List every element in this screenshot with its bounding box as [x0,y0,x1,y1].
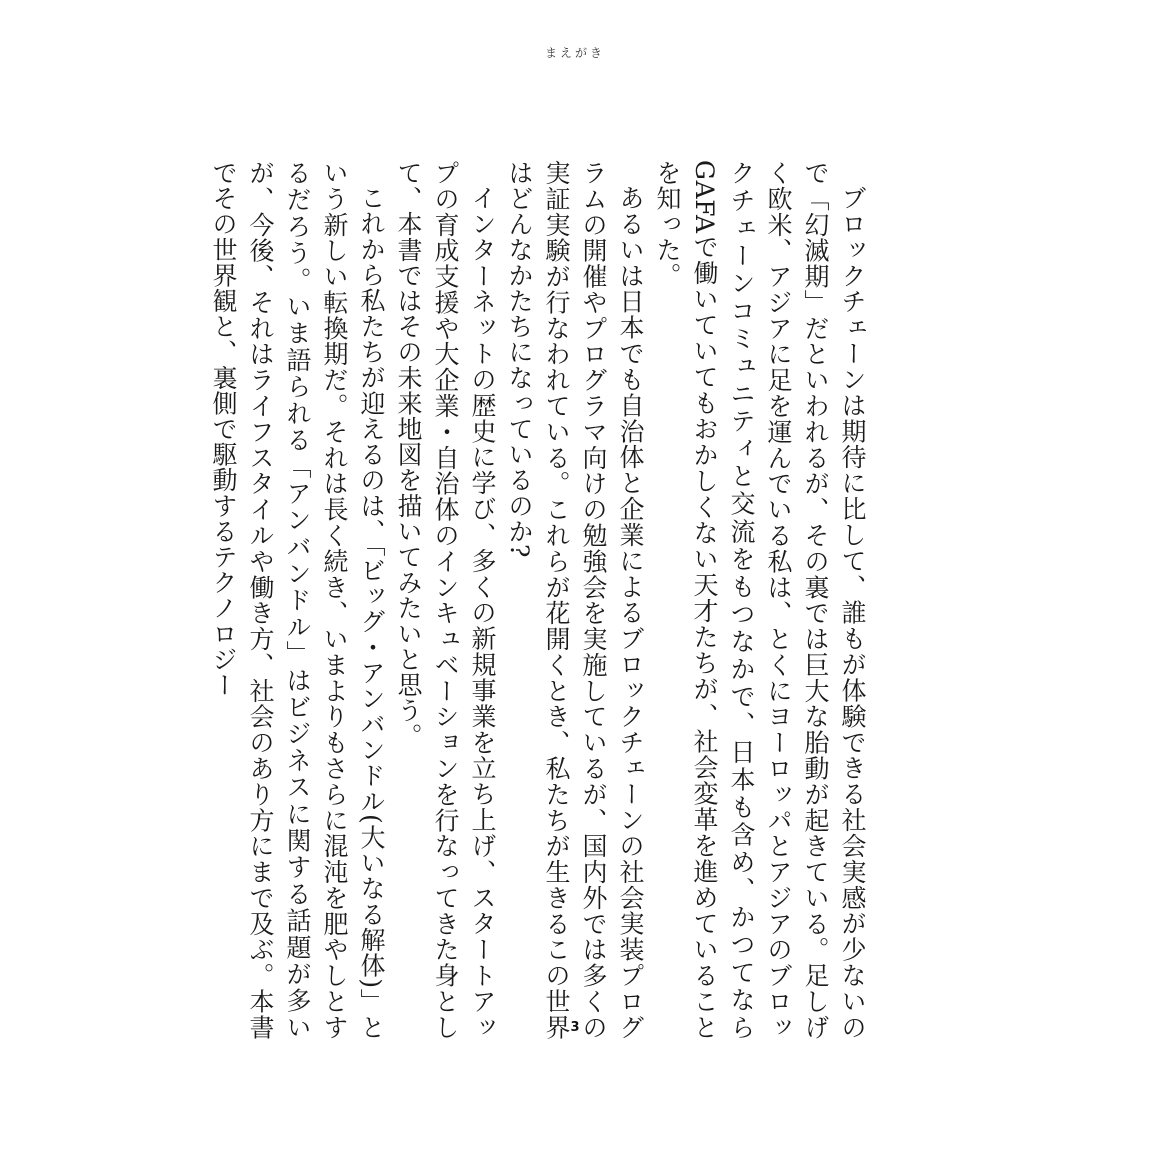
page-number: 3 [570,1020,580,1035]
paragraph: これから私たちが迎えるのは、「ビッグ・アンバンドル(大いなる解体)」という新しい転換期だ。それは長く続き、いまよりもさらに混沌を肥やしとするだろう。いま語られる「アンバンドル」はビジネスに関する話題が多いが、今後、それはライフスタイルや働き方、社会のあり方にまで及ぶ。本書でその世界観と、裏側で駆動するテクノロジー [209,160,386,1040]
paragraph: インターネットの歴史に学び、多くの新規事業を立ち上げ、スタートアップの育成支援や大企業・自治体のインキュベーションを行なってきた身として、本書ではその未来地図を描いてみたいと思う。 [394,160,497,1040]
paragraph: あるいは日本でも自治体と企業によるブロックチェーンの社会実装プログラムの開催やプログラマ向けの勉強会を実施しているが、国内外では多くの実証実験が行なわれている。これらが花開くとき、私たちが生きるこの世界はどんなかたちになっているのか? [505,160,645,1040]
running-head: まえがき [544,46,605,60]
paragraph: ブロックチェーンは期待に比して、誰もが体験できる社会実感が少ないので「幻滅期」だといわれるが、その裏では巨大な胎動が起きている。足しげく欧米、アジアに足を運んでいる私は、とくにヨーロッパとアジアのブロックチェーンコミュニティと交流をもつなかで、日本も含め、かつてならGAFAで働いていてもおかしくない天才たちが、社会変革を進めていることを知った。 [653,160,867,1040]
body-text [209,160,871,1040]
